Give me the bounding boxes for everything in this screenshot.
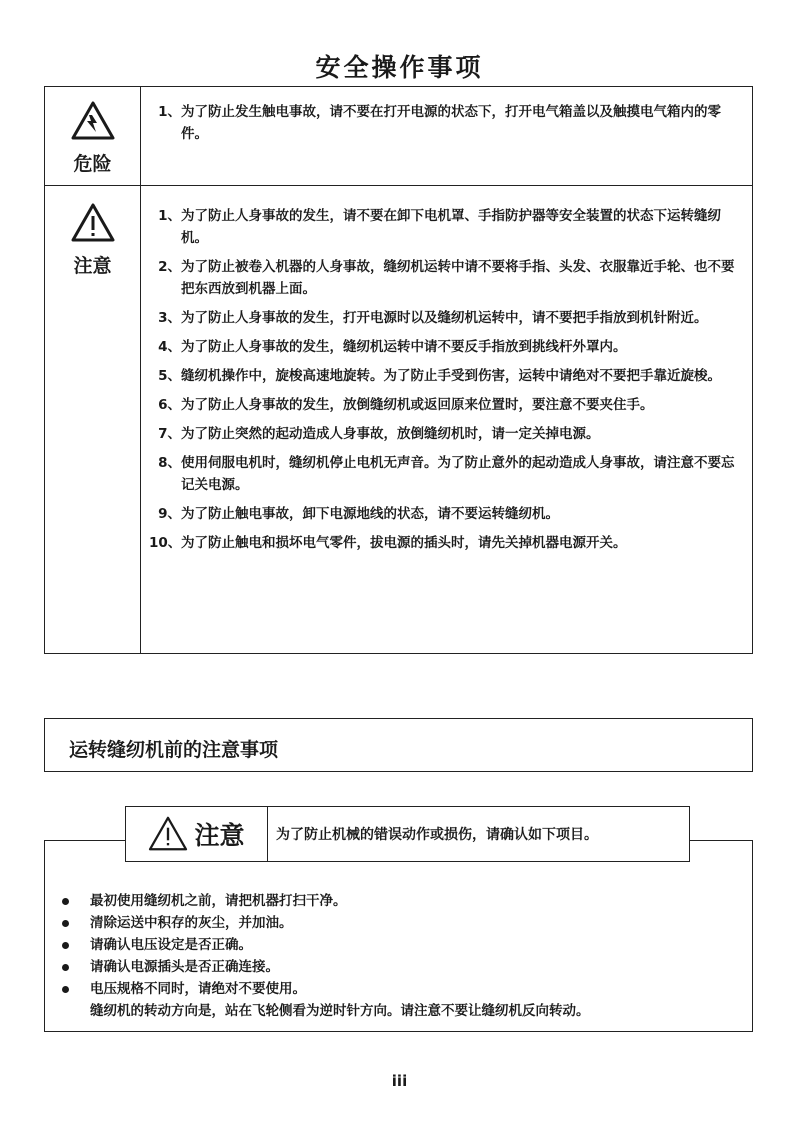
caution-item: 7、 为了防止突然的起动造成人身事故，放倒缝纫机时，请一定关掉电源。 <box>158 426 600 442</box>
section-header: 运转缝纫机前的注意事项 <box>44 718 753 772</box>
checklist <box>62 890 749 1022</box>
page-number: iii <box>391 1072 408 1090</box>
caution-item: 5、 缝纫机操作中，旋梭高速地旋转。为了防止手受到伤害，运转中请绝对不要把手靠近旋梭。 <box>158 368 721 384</box>
row-divider <box>45 185 752 186</box>
caution-item: 3、 为了防止人身事故的发生，打开电源时以及缝纫机运转中，请不要把手指放到机针附近。 <box>158 310 708 326</box>
caution-items <box>149 205 744 561</box>
danger-label-cell <box>45 101 140 176</box>
caution-item: 8、 使用伺服电机时，缝纫机停止电机无声音。为了防止意外的起动造成人身事故，请注意不要忘记关电源。 <box>158 455 735 493</box>
list-item: 请确认电压设定是否正确。 <box>62 934 749 956</box>
bullet-icon <box>62 912 90 934</box>
caution-item: 6、 为了防止人身事故的发生，放倒缝纫机或返回原来位置时，要注意不要夹住手。 <box>158 397 654 413</box>
list-item: 请确认电源插头是否正确连接。 <box>62 956 749 978</box>
caution-warning-icon <box>148 816 188 852</box>
danger-items <box>149 101 744 152</box>
caution-banner-text: 为了防止机械的错误动作或损伤，请确认如下项目。 <box>276 827 598 843</box>
caution-label: 注意 <box>73 255 112 277</box>
caution-item: 9、 为了防止触电事故，卸下电源地线的状态，请不要运转缝纫机。 <box>158 506 559 522</box>
bullet-icon <box>62 978 90 1000</box>
danger-label: 危险 <box>73 153 112 175</box>
danger-item: 1、 为了防止发生触电事故，请不要在打开电源的状态下，打开电气箱盖以及触摸电气箱内的零件。 <box>158 104 721 142</box>
caution-item: 1、 为了防止人身事故的发生，请不要在卸下电机罩、手指防护器等安全装置的状态下运转缝纫机。 <box>158 208 721 246</box>
list-item: 最初使用缝纫机之前，请把机器打扫干净。 <box>62 890 749 912</box>
list-item: 电压规格不同时，请绝对不要使用。 <box>62 978 749 1000</box>
caution-banner-head <box>126 807 268 861</box>
caution-warning-icon <box>71 203 115 243</box>
bullet-icon <box>62 890 90 912</box>
caution-item: 2、 为了防止被卷入机器的人身事故，缝纫机运转中请不要将手指、头发、衣服靠近手轮、也不要把东西放到机器上面。 <box>158 259 735 297</box>
bullet-icon <box>62 956 90 978</box>
page-title: 安全操作事项 <box>315 53 484 82</box>
caution-item: 10、 为了防止触电和损坏电气零件，拔电源的插头时，请先关掉机器电源开关。 <box>149 535 627 551</box>
rotation-direction-note: 缝纫机的转动方向是，站在飞轮侧看为逆时针方向。请注意不要让缝纫机反向转动。 <box>90 1003 590 1019</box>
column-divider <box>140 87 141 653</box>
bullet-icon <box>62 934 90 956</box>
safety-table <box>44 86 753 654</box>
caution-banner <box>125 806 690 862</box>
caution-label-cell <box>45 203 140 278</box>
caution-banner-label: 注意 <box>194 821 245 850</box>
caution-item: 4、 为了防止人身事故的发生，缝纫机运转中请不要反手指放到挑线杆外罩内。 <box>158 339 627 355</box>
electric-shock-warning-icon <box>71 101 115 141</box>
list-item: 清除运送中积存的灰尘，并加油。 <box>62 912 749 934</box>
